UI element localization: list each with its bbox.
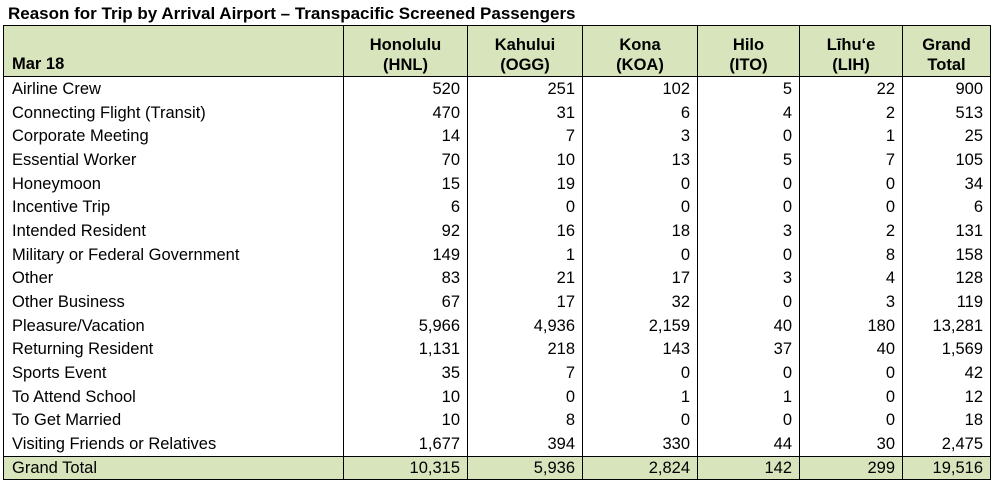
- value-cell: 18: [583, 219, 698, 243]
- grand-total-row: [4, 457, 991, 480]
- table-row: [4, 432, 991, 456]
- column-header-line1: Honolulu: [369, 36, 442, 54]
- value-cell: 0: [468, 195, 583, 219]
- value-cell: 21: [468, 267, 583, 291]
- column-header-line1: Hilo: [732, 36, 765, 54]
- value-cell: 1: [800, 124, 903, 148]
- value-cell: 32: [583, 290, 698, 314]
- column-header-ogg: [468, 26, 583, 77]
- table-footer: [4, 457, 991, 480]
- value-cell: 0: [583, 172, 698, 196]
- value-cell: 0: [800, 172, 903, 196]
- column-header-line2: (ITO): [729, 56, 768, 74]
- value-cell: 16: [468, 219, 583, 243]
- value-cell: 44: [698, 432, 800, 456]
- table-row: [4, 409, 991, 433]
- value-cell: 5,966: [344, 314, 468, 338]
- row-label: To Get Married: [4, 409, 344, 433]
- value-cell: 470: [344, 101, 468, 125]
- value-cell: 0: [800, 385, 903, 409]
- value-cell: 30: [800, 432, 903, 456]
- value-cell: 10: [344, 409, 468, 433]
- value-cell: 180: [800, 314, 903, 338]
- value-cell: 900: [903, 77, 991, 101]
- table-row: [4, 243, 991, 267]
- value-cell: 0: [698, 243, 800, 267]
- value-cell: 1,569: [903, 338, 991, 362]
- column-header-line2: (LIH): [832, 56, 870, 74]
- value-cell: 83: [344, 267, 468, 291]
- value-cell: 8: [800, 243, 903, 267]
- column-header-line2: (KOA): [616, 56, 664, 74]
- row-label: Other: [4, 267, 344, 291]
- value-cell: 1,131: [344, 338, 468, 362]
- grand-total-cell: 142: [698, 457, 800, 480]
- value-cell: 13: [583, 148, 698, 172]
- table-row: [4, 101, 991, 125]
- value-cell: 513: [903, 101, 991, 125]
- value-cell: 18: [903, 409, 991, 433]
- value-cell: 40: [800, 338, 903, 362]
- value-cell: 394: [468, 432, 583, 456]
- value-cell: 37: [698, 338, 800, 362]
- value-cell: 67: [344, 290, 468, 314]
- table-body: [4, 77, 991, 457]
- value-cell: 7: [468, 124, 583, 148]
- value-cell: 218: [468, 338, 583, 362]
- column-header-line1: Līhu‘e: [826, 36, 876, 54]
- value-cell: 3: [583, 124, 698, 148]
- reason-for-trip-table: [3, 25, 991, 480]
- value-cell: 131: [903, 219, 991, 243]
- table-row: [4, 148, 991, 172]
- value-cell: 4: [800, 267, 903, 291]
- grand-total-label: Grand Total: [4, 457, 344, 480]
- column-header-hnl: [344, 26, 468, 77]
- value-cell: 2: [800, 219, 903, 243]
- value-cell: 22: [800, 77, 903, 101]
- row-label: Essential Worker: [4, 148, 344, 172]
- value-cell: 12: [903, 385, 991, 409]
- grand-total-cell: 19,516: [903, 457, 991, 480]
- table-row: [4, 124, 991, 148]
- value-cell: 5: [698, 148, 800, 172]
- value-cell: 1,677: [344, 432, 468, 456]
- value-cell: 0: [800, 195, 903, 219]
- value-cell: 0: [583, 361, 698, 385]
- value-cell: 0: [698, 290, 800, 314]
- value-cell: 10: [344, 385, 468, 409]
- value-cell: 5: [698, 77, 800, 101]
- value-cell: 128: [903, 267, 991, 291]
- value-cell: 0: [698, 124, 800, 148]
- value-cell: 0: [800, 361, 903, 385]
- column-header-grand-total: [903, 26, 991, 77]
- row-label: Returning Resident: [4, 338, 344, 362]
- row-label: Pleasure/Vacation: [4, 314, 344, 338]
- value-cell: 15: [344, 172, 468, 196]
- value-cell: 7: [800, 148, 903, 172]
- row-label: Airline Crew: [4, 77, 344, 101]
- value-cell: 0: [468, 385, 583, 409]
- value-cell: 6: [903, 195, 991, 219]
- table-row: [4, 172, 991, 196]
- table-header: [4, 26, 991, 77]
- value-cell: 2,159: [583, 314, 698, 338]
- grand-total-cell: 2,824: [583, 457, 698, 480]
- table-row: [4, 314, 991, 338]
- table-row: [4, 385, 991, 409]
- value-cell: 4: [698, 101, 800, 125]
- value-cell: 3: [800, 290, 903, 314]
- table-row: [4, 338, 991, 362]
- value-cell: 8: [468, 409, 583, 433]
- column-header-ito: [698, 26, 800, 77]
- value-cell: 31: [468, 101, 583, 125]
- value-cell: 520: [344, 77, 468, 101]
- value-cell: 0: [698, 361, 800, 385]
- column-header-koa: [583, 26, 698, 77]
- value-cell: 143: [583, 338, 698, 362]
- value-cell: 40: [698, 314, 800, 338]
- value-cell: 0: [583, 243, 698, 267]
- row-label: Connecting Flight (Transit): [4, 101, 344, 125]
- table-row: [4, 290, 991, 314]
- grand-total-cell: 299: [800, 457, 903, 480]
- value-cell: 0: [583, 195, 698, 219]
- column-header-line2: (HNL): [383, 56, 428, 74]
- row-label: Intended Resident: [4, 219, 344, 243]
- value-cell: 14: [344, 124, 468, 148]
- row-label: Incentive Trip: [4, 195, 344, 219]
- row-label: Military or Federal Government: [4, 243, 344, 267]
- value-cell: 1: [698, 385, 800, 409]
- value-cell: 0: [800, 409, 903, 433]
- table-row: [4, 195, 991, 219]
- value-cell: 25: [903, 124, 991, 148]
- table-title: Reason for Trip by Arrival Airport – Transpacific Screened Passengers: [8, 4, 576, 23]
- value-cell: 0: [698, 172, 800, 196]
- row-label: Honeymoon: [4, 172, 344, 196]
- value-cell: 1: [468, 243, 583, 267]
- row-label: Sports Event: [4, 361, 344, 385]
- value-cell: 2,475: [903, 432, 991, 456]
- value-cell: 4,936: [468, 314, 583, 338]
- column-header-line2: (OGG): [500, 56, 550, 74]
- column-header-line1: Kona: [619, 36, 661, 54]
- value-cell: 158: [903, 243, 991, 267]
- value-cell: 70: [344, 148, 468, 172]
- table-row: [4, 361, 991, 385]
- value-cell: 6: [583, 101, 698, 125]
- value-cell: 7: [468, 361, 583, 385]
- value-cell: 3: [698, 267, 800, 291]
- value-cell: 34: [903, 172, 991, 196]
- table-row: [4, 77, 991, 101]
- column-header-line2: Total: [927, 56, 966, 74]
- value-cell: 13,281: [903, 314, 991, 338]
- value-cell: 0: [583, 409, 698, 433]
- grand-total-cell: 5,936: [468, 457, 583, 480]
- column-header-lih: [800, 26, 903, 77]
- value-cell: 35: [344, 361, 468, 385]
- row-label: To Attend School: [4, 385, 344, 409]
- row-label: Corporate Meeting: [4, 124, 344, 148]
- value-cell: 17: [468, 290, 583, 314]
- value-cell: 0: [698, 195, 800, 219]
- value-cell: 19: [468, 172, 583, 196]
- column-header-line1: Grand: [922, 36, 971, 54]
- grand-total-cell: 10,315: [344, 457, 468, 480]
- row-label: Visiting Friends or Relatives: [4, 432, 344, 456]
- table-row: [4, 267, 991, 291]
- value-cell: 17: [583, 267, 698, 291]
- value-cell: 92: [344, 219, 468, 243]
- column-header-line1: Kahului: [494, 36, 556, 54]
- value-cell: 1: [583, 385, 698, 409]
- value-cell: 0: [698, 409, 800, 433]
- value-cell: 6: [344, 195, 468, 219]
- value-cell: 42: [903, 361, 991, 385]
- value-cell: 105: [903, 148, 991, 172]
- value-cell: 251: [468, 77, 583, 101]
- value-cell: 149: [344, 243, 468, 267]
- value-cell: 102: [583, 77, 698, 101]
- table-row: [4, 219, 991, 243]
- value-cell: 3: [698, 219, 800, 243]
- value-cell: 119: [903, 290, 991, 314]
- value-cell: 10: [468, 148, 583, 172]
- row-label: Other Business: [4, 290, 344, 314]
- period-header: Mar 18: [4, 26, 344, 77]
- value-cell: 2: [800, 101, 903, 125]
- value-cell: 330: [583, 432, 698, 456]
